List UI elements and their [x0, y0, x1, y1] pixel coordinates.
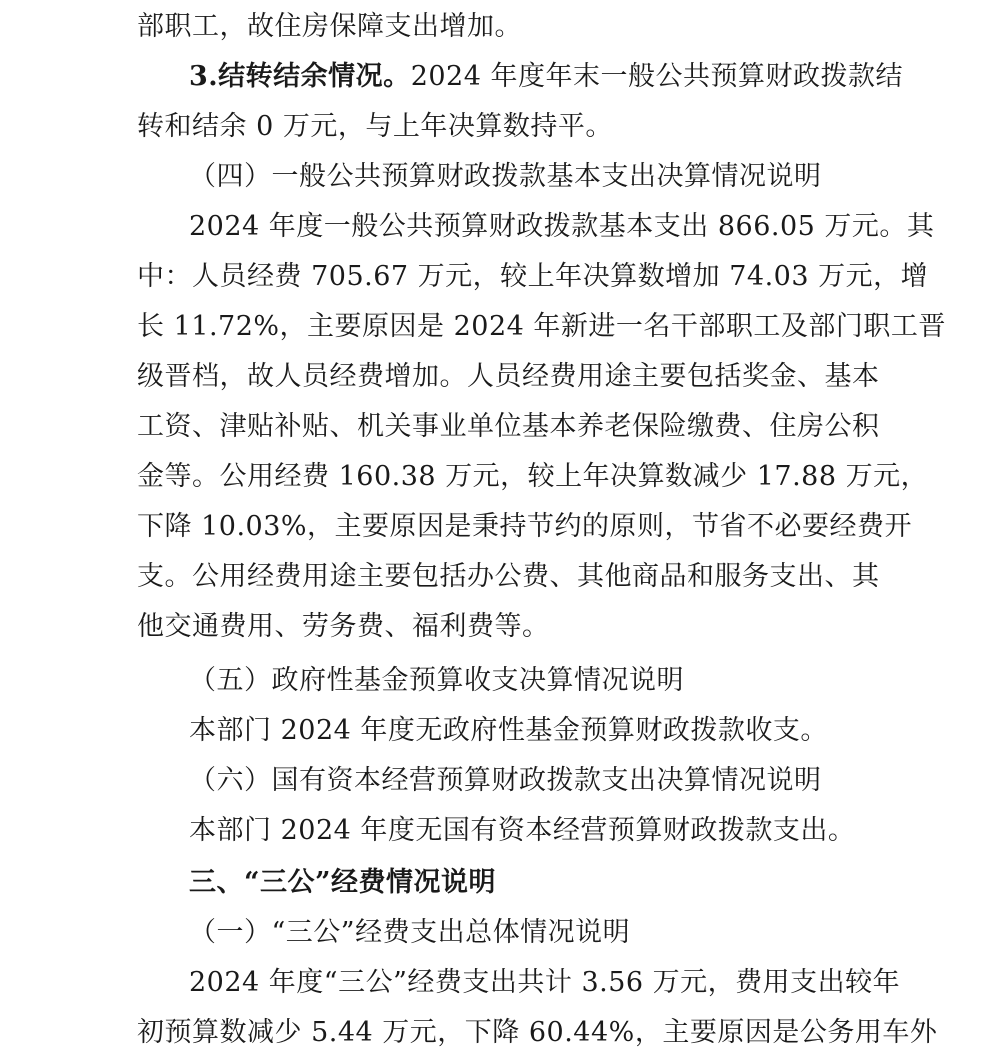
paragraph-line: 2024 年度“三公”经费支出共计 3.56 万元，费用支出较年 — [189, 967, 901, 998]
paragraph-line — [189, 52, 903, 102]
section-heading: （四）一般公共预算财政拨款基本支出决算情况说明 — [189, 161, 822, 192]
paragraph-line: 部职工，故住房保障支出增加。 — [137, 11, 522, 42]
section-heading: （六）国有资本经营预算财政拨款支出决算情况说明 — [189, 765, 822, 796]
paragraph-line: 金等。公用经费 160.38 万元，较上年决算数减少 17.88 万元， — [137, 461, 929, 492]
paragraph-line: 下降 10.03%，主要原因是秉持节约的原则，节省不必要经费开 — [137, 511, 913, 542]
paragraph-line: 本部门 2024 年度无国有资本经营预算财政拨款支出。 — [189, 815, 856, 846]
paragraph-line: 他交通费用、劳务费、福利费等。 — [137, 611, 550, 642]
paragraph-line: 初预算数减少 5.44 万元，下降 60.44%，主要原因是公务用车外 — [137, 1017, 938, 1048]
paragraph-line: 级晋档，故人员经费增加。人员经费用途主要包括奖金、基本 — [137, 361, 880, 392]
paragraph-line: 转和结余 0 万元，与上年决算数持平。 — [137, 111, 613, 142]
section-heading: （一）“三公”经费支出总体情况说明 — [189, 917, 631, 948]
paragraph-line: 工资、津贴补贴、机关事业单位基本养老保险缴费、住房公积 — [137, 411, 880, 442]
paragraph-line: 长 11.72%，主要原因是 2024 年新进一名干部职工及部门职工晋 — [137, 311, 946, 342]
paragraph-line: 2024 年度一般公共预算财政拨款基本支出 866.05 万元。其 — [189, 211, 935, 242]
section-heading: （五）政府性基金预算收支决算情况说明 — [189, 665, 684, 696]
paragraph-text: 2024 年度年末一般公共预算财政拨款结 — [410, 61, 903, 92]
subsection-label: 3.结转结余情况。 — [189, 61, 411, 92]
paragraph-line: 支。公用经费用途主要包括办公费、其他商品和服务支出、其 — [137, 561, 880, 592]
paragraph-line: 本部门 2024 年度无政府性基金预算财政拨款收支。 — [189, 715, 828, 746]
chapter-heading: 三、“三公”经费情况说明 — [189, 867, 497, 898]
paragraph-line: 中：人员经费 705.67 万元，较上年决算数增加 74.03 万元，增 — [137, 261, 929, 292]
